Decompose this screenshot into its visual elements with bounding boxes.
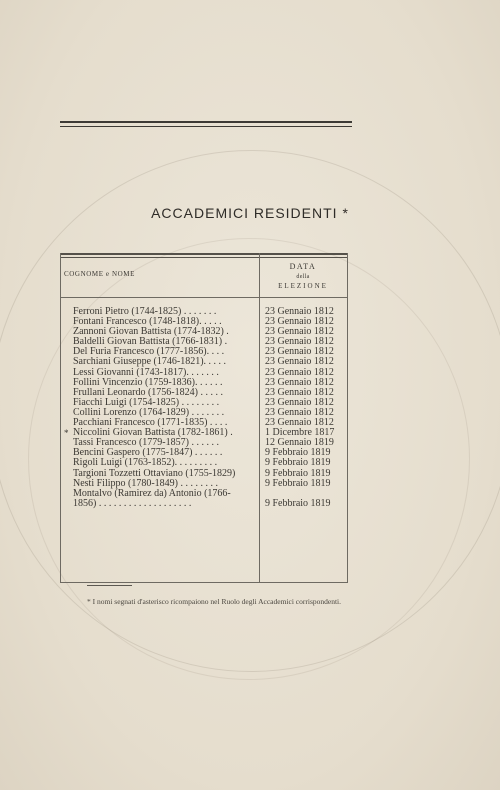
column-header-name: COGNOME e NOME <box>63 270 135 278</box>
table-bottom-border <box>60 582 348 583</box>
election-date: 1 Dicembre 1817 <box>265 427 335 439</box>
table-top-border-inner <box>60 257 348 258</box>
member-name: Niccolini Giovan Battista (1782-1861) . <box>73 428 233 439</box>
election-date: 23 Gennaio 1812 <box>265 336 334 348</box>
member-name: Fontani Francesco (1748-1818). . . . . <box>73 317 222 328</box>
election-date: 12 Gennaio 1819 <box>265 437 334 449</box>
table-left-border <box>60 253 61 583</box>
column-header-date-line2: della <box>296 274 310 280</box>
member-name: Del Furia Francesco (1777-1856). . . . <box>73 347 225 358</box>
election-date: 23 Gennaio 1812 <box>265 386 334 398</box>
member-name: Pacchiani Francesco (1771-1835) . . . . <box>73 418 228 429</box>
table-top-border <box>60 253 348 255</box>
member-name: Montalvo (Ramirez da) Antonio (1766- <box>73 488 231 499</box>
table-row <box>70 479 350 489</box>
member-name: Zannoni Giovan Battista (1774-1832) . <box>73 327 229 338</box>
member-name: Ferroni Pietro (1744-1825) . . . . . . . <box>73 307 217 317</box>
election-date: 23 Gennaio 1812 <box>265 326 334 338</box>
member-name: 1856) . . . . . . . . . . . . . . . . . . . <box>73 498 192 509</box>
election-date: 23 Gennaio 1812 <box>265 376 334 388</box>
election-date: 9 Febbraio 1819 <box>265 477 331 489</box>
member-name: Nesti Filippo (1780-1849) . . . . . . . . <box>73 478 218 489</box>
member-name: Targioni Tozzetti Ottaviano (1755-1829) <box>73 468 236 479</box>
top-rule-thin <box>60 126 352 127</box>
table-header-divider <box>60 297 348 298</box>
footnote-rule <box>87 585 132 586</box>
member-name: Rigoli Luigi (1763-1852). . . . . . . . . <box>73 458 218 469</box>
election-date: 23 Gennaio 1812 <box>265 417 334 429</box>
member-name: Frullani Leonardo (1756-1824) . . . . . <box>73 387 223 398</box>
election-date: 23 Gennaio 1812 <box>265 396 334 408</box>
table-row <box>70 499 350 509</box>
member-name: Fiacchi Luigi (1754-1825) . . . . . . . . <box>73 397 220 408</box>
members-table-body <box>64 306 350 509</box>
election-date: 9 Febbraio 1819 <box>265 457 331 469</box>
election-date: 23 Gennaio 1812 <box>265 366 334 378</box>
asterisk-mark: * <box>64 428 69 439</box>
member-name: Bencini Gaspero (1775-1847) . . . . . . <box>73 448 223 459</box>
election-date: 23 Gennaio 1812 <box>265 356 334 368</box>
section-heading: ACCADEMICI RESIDENTI * <box>151 205 349 221</box>
election-date: 9 Febbraio 1819 <box>265 447 331 459</box>
member-name: Lessi Giovanni (1743-1817). . . . . . . <box>73 367 219 378</box>
column-header-date-line3: ELEZIONE <box>278 282 328 290</box>
member-name: Collini Lorenzo (1764-1829) . . . . . . . <box>73 407 225 418</box>
election-date: 9 Febbraio 1819 <box>265 497 331 509</box>
top-rule-thick <box>60 121 352 123</box>
member-name: Tassi Francesco (1779-1857) . . . . . . <box>73 438 219 449</box>
election-date: 9 Febbraio 1819 <box>265 467 331 479</box>
member-name: Follini Vincenzio (1759-1836). . . . . . <box>73 377 223 388</box>
footnote: * I nomi segnati d'asterisco ricompaiono nel Ruolo degli Accademici corrispondenti. <box>87 597 341 606</box>
election-date: 23 Gennaio 1812 <box>265 306 334 317</box>
election-date: 23 Gennaio 1812 <box>265 406 334 418</box>
table-row <box>70 458 350 468</box>
election-date: 23 Gennaio 1812 <box>265 346 334 358</box>
election-date: 23 Gennaio 1812 <box>265 316 334 328</box>
member-name: Baldelli Giovan Battista (1766-1831) . <box>73 337 228 348</box>
column-header-date-line1: DATA <box>289 262 317 271</box>
member-name: Sarchiani Giuseppe (1746-1821). . . . . <box>73 357 227 368</box>
